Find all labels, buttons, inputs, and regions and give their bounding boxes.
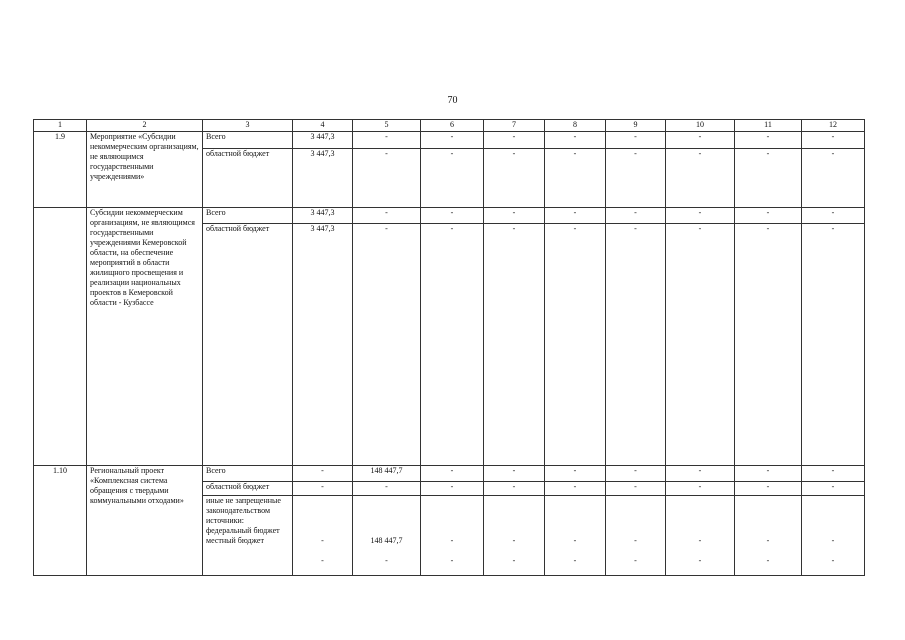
value-cell (484, 496, 545, 576)
value-cell: - (735, 208, 802, 224)
value-cell: - (545, 208, 606, 224)
measure-name: Региональный проект «Комплексная система обращения с твердыми коммунальными отходами» (87, 466, 203, 576)
value-cell: 3 447,3 (293, 224, 353, 466)
federal-value: - (321, 536, 324, 545)
value-cell: 3 447,3 (293, 149, 353, 208)
value-cell: - (421, 132, 484, 149)
value-cell: - (735, 466, 802, 482)
value-cell: - (353, 482, 421, 496)
table-row (34, 132, 865, 149)
value-cell: - (353, 224, 421, 466)
value-cell: 3 447,3 (293, 208, 353, 224)
value-cell (353, 496, 421, 576)
value-cell: - (484, 482, 545, 496)
measure-name: Мероприятие «Субсидии некоммерческим организациям, не являющимся государственными учреждениями» (87, 132, 203, 208)
value-cell: - (666, 149, 735, 208)
value-cell: 3 447,3 (293, 132, 353, 149)
local-value: - (450, 556, 454, 565)
col-header: 2 (87, 120, 203, 132)
federal-value: - (766, 536, 770, 545)
value-cell: - (353, 132, 421, 149)
col-header: 12 (802, 120, 865, 132)
value-cell (545, 496, 606, 576)
col-header: 6 (421, 120, 484, 132)
table-row (34, 208, 865, 224)
col-header: 10 (666, 120, 735, 132)
value-cell: 148 447,7 (353, 466, 421, 482)
value-cell: - (666, 208, 735, 224)
value-cell: - (421, 466, 484, 482)
value-cell: - (484, 208, 545, 224)
value-cell: - (606, 149, 666, 208)
value-cell: - (545, 482, 606, 496)
col-header: 9 (606, 120, 666, 132)
col-header: 11 (735, 120, 802, 132)
col-header: 5 (353, 120, 421, 132)
local-value: - (766, 556, 770, 565)
local-value: - (831, 556, 835, 565)
federal-value: - (573, 536, 577, 545)
col-header: 3 (203, 120, 293, 132)
source-cell (203, 496, 293, 576)
value-cell: - (802, 482, 865, 496)
value-cell: - (666, 482, 735, 496)
federal-value: - (450, 536, 454, 545)
value-cell: - (802, 208, 865, 224)
col-header: 4 (293, 120, 353, 132)
source-cell: областной бюджет (203, 224, 293, 466)
value-cell (735, 496, 802, 576)
federal-value: - (512, 536, 516, 545)
value-cell: - (802, 149, 865, 208)
page-number: 70 (447, 95, 458, 106)
value-cell: - (735, 482, 802, 496)
federal-value: 148 447,7 (370, 536, 403, 545)
value-cell: - (606, 132, 666, 149)
value-cell: - (421, 224, 484, 466)
value-cell (802, 496, 865, 576)
col-header: 8 (545, 120, 606, 132)
local-value: - (634, 556, 637, 565)
row-number: 1.9 (34, 132, 87, 208)
table-row (34, 466, 865, 482)
local-value: - (698, 556, 702, 565)
other-sources-label: иные не запрещенные законодательством источники: (206, 496, 281, 525)
source-cell: Всего (203, 132, 293, 149)
value-cell: - (735, 132, 802, 149)
value-cell: - (484, 149, 545, 208)
value-cell: - (802, 224, 865, 466)
value-cell: - (802, 132, 865, 149)
value-cell: - (293, 482, 353, 496)
value-cell: - (545, 466, 606, 482)
value-cell (421, 496, 484, 576)
value-cell (293, 496, 353, 576)
value-cell: - (545, 149, 606, 208)
header-row (34, 120, 865, 132)
value-cell: - (421, 149, 484, 208)
value-cell: - (735, 224, 802, 466)
col-header: 1 (34, 120, 87, 132)
local-value: - (321, 556, 324, 565)
federal-value: - (698, 536, 702, 545)
local-value: - (385, 556, 388, 565)
federal-value: - (831, 536, 835, 545)
value-cell: - (421, 208, 484, 224)
value-cell: - (606, 466, 666, 482)
value-cell: - (353, 149, 421, 208)
local-value: - (573, 556, 577, 565)
col-header: 7 (484, 120, 545, 132)
federal-value: - (634, 536, 637, 545)
source-cell: Всего (203, 208, 293, 224)
value-cell: - (353, 208, 421, 224)
measure-name: Субсидии некоммерческим организациям, не являющимся государственными учреждениями Кемеровской области, на обеспечение мероприятий в области жилищного просвещения и реализации национальных проектов в Кемеровской области - Кузбассе (87, 208, 203, 466)
federal-budget-label: федеральный бюджет (206, 526, 280, 535)
source-cell: областной бюджет (203, 482, 293, 496)
value-cell: - (421, 482, 484, 496)
local-budget-label: местный бюджет (206, 536, 264, 545)
value-cell: - (545, 224, 606, 466)
value-cell: - (802, 466, 865, 482)
budget-table (33, 119, 865, 576)
value-cell: - (484, 224, 545, 466)
value-cell: - (666, 466, 735, 482)
row-number (34, 208, 87, 466)
value-cell: - (293, 466, 353, 482)
value-cell: - (666, 132, 735, 149)
local-value: - (512, 556, 516, 565)
source-cell: областной бюджет (203, 149, 293, 208)
value-cell: - (606, 208, 666, 224)
value-cell (666, 496, 735, 576)
value-cell (606, 496, 666, 576)
row-number: 1.10 (34, 466, 87, 576)
value-cell: - (606, 482, 666, 496)
value-cell: - (545, 132, 606, 149)
value-cell: - (666, 224, 735, 466)
value-cell: - (484, 132, 545, 149)
source-cell: Всего (203, 466, 293, 482)
value-cell: - (484, 466, 545, 482)
value-cell: - (735, 149, 802, 208)
value-cell: - (606, 224, 666, 466)
